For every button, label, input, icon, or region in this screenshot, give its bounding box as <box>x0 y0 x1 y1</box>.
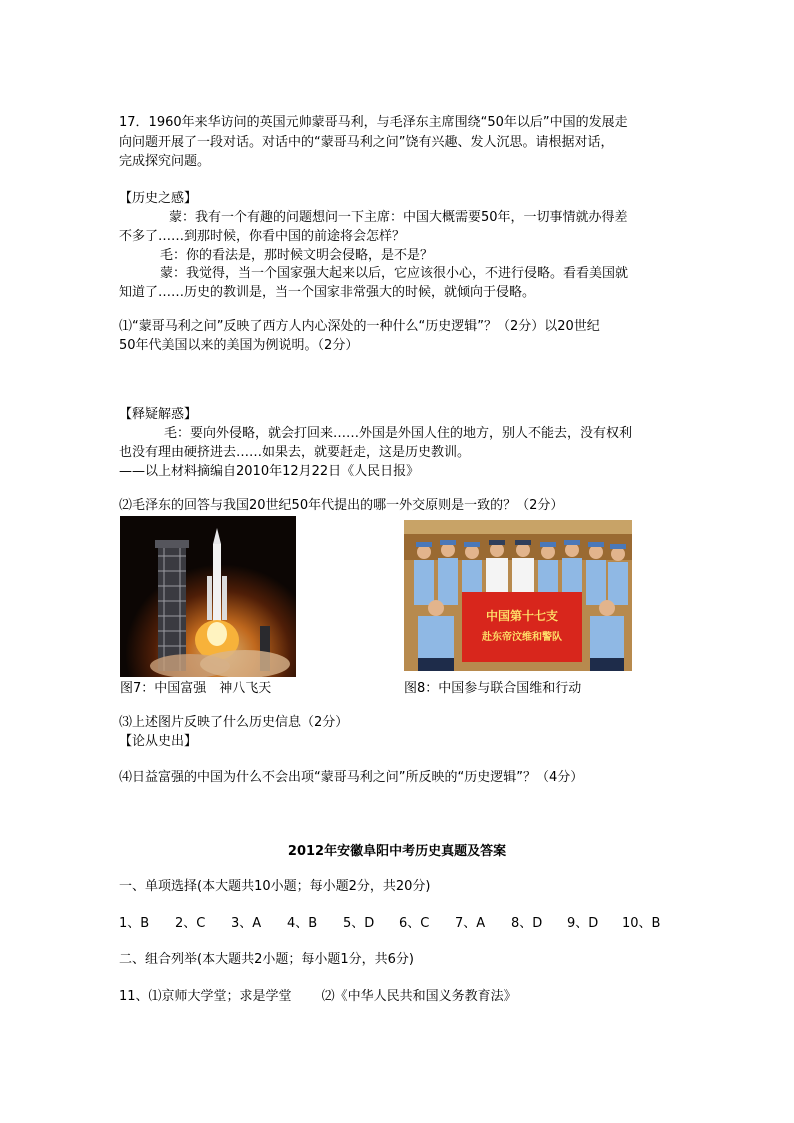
answer-item: 5、D <box>343 916 375 931</box>
q17-intro-line-2: 向问题开展了一段对话。对话中的“蒙哥马利之问”饶有兴趣、发人沉思。请根据对话， <box>119 135 614 150</box>
banner-text-line-2: 赴东帝汶维和警队 <box>482 632 562 643</box>
dialogue1-line-1: 蒙：我有一个有趣的问题想问一下主席：中国大概需要50年，一切事情就办得差 <box>169 210 628 225</box>
q3-line: ⑶上述图片反映了什么历史信息（2分） <box>119 715 349 730</box>
answer-item: 6、C <box>399 916 430 931</box>
section-title-clarify: 【释疑解惑】 <box>119 407 198 422</box>
dialogue2-line-1: 毛：要向外侵略，就会打回来……外国是外国人住的地方，别人不能去，没有权利 <box>164 426 633 441</box>
part2-heading: 二、组合列举(本大题共2小题；每小题1分，共6分) <box>119 952 414 967</box>
figure7-caption: 图7：中国富强 神八飞天 <box>120 681 272 696</box>
peacekeepers-photo <box>404 520 632 671</box>
part1-heading: 一、单项选择(本大题共10小题；每小题2分，共20分) <box>119 879 431 894</box>
answer-item: 9、D <box>567 916 599 931</box>
figure8-caption: 图8：中国参与联合国维和行动 <box>404 681 582 696</box>
q1-line-1: ⑴“蒙哥马利之问”反映了西方人内心深处的一种什么“历史逻辑”？（2分）以20世纪 <box>119 319 600 334</box>
q4-line: ⑷日益富强的中国为什么不会出项“蒙哥马利之问”所反映的“历史逻辑”？（4分） <box>119 770 584 785</box>
dialogue1-line-3: 毛：你的看法是，那时候文明会侵略，是不是？ <box>160 248 434 263</box>
answer-item: 3、A <box>231 916 262 931</box>
dialogue1-line-2: 不多了……到那时候，你看中国的前途将会怎样？ <box>119 229 406 244</box>
section-title-history-argument: 【论从史出】 <box>119 734 198 749</box>
q2-line: ⑵毛泽东的回答与我国20世纪50年代提出的哪一外交原则是一致的？（2分） <box>119 498 564 513</box>
answer-item: 7、A <box>455 916 486 931</box>
answer-item: 8、D <box>511 916 543 931</box>
dialogue1-line-5: 知道了……历史的教训是，当一个国家非常强大的时候，就倾向于侵略。 <box>119 285 536 300</box>
answer-item: 10、B <box>622 916 661 931</box>
q17-intro-line-3: 完成探究问题。 <box>119 154 211 169</box>
answer-item: 4、B <box>287 916 318 931</box>
answer-item: 1、B <box>119 916 150 931</box>
q11-answer-line: 11、⑴京师大学堂；求是学堂 ⑵《中华人民共和国义务教育法》 <box>119 989 517 1004</box>
dialogue2-line-2: 也没有理由硬挤进去……如果去，就要赶走，这是历史教训。 <box>119 445 471 460</box>
banner-text-line-1: 中国第十七支 <box>485 609 559 623</box>
source-citation: ——以上材料摘编自2010年12月22日《人民日报》 <box>119 464 420 479</box>
section-title-history-feeling: 【历史之感】 <box>119 191 198 206</box>
rocket-launch-photo <box>120 516 296 677</box>
answers-title: 2012年安徽阜阳中考历史真题及答案 <box>287 844 507 859</box>
q1-line-2: 50年代美国以来的美国为例说明。（2分） <box>119 338 359 353</box>
q17-intro-line-1: 17．1960年来华访问的英国元帅蒙哥马利，与毛泽东主席围绕“50年以后”中国的发展走 <box>119 115 628 130</box>
dialogue1-line-4: 蒙：我觉得，当一个国家强大起来以后，它应该很小心，不进行侵略。看看美国就 <box>160 266 629 281</box>
answer-item: 2、C <box>175 916 206 931</box>
